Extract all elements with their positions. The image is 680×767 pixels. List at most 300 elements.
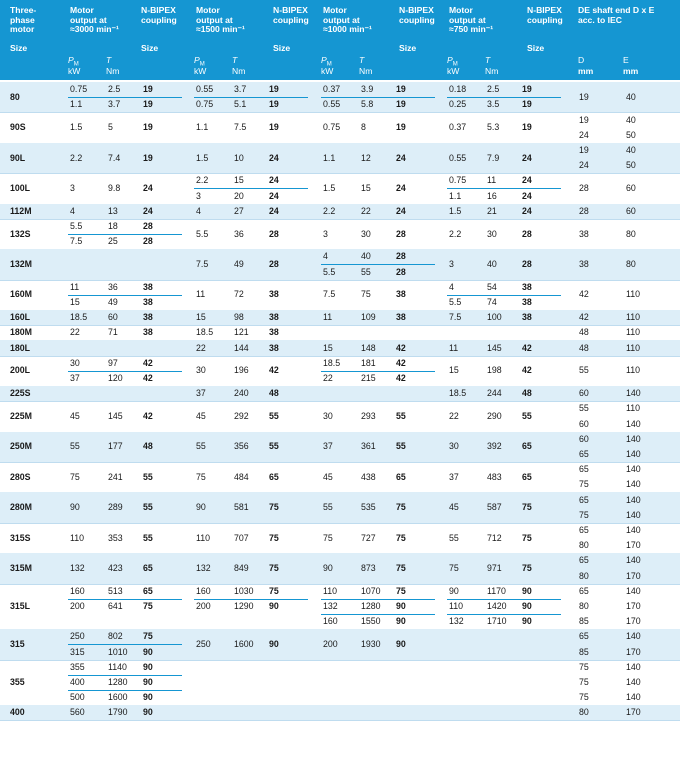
header-kw-3: kW (321, 66, 334, 76)
coupling-size: 28 (522, 258, 532, 269)
header-nm-3: Nm (359, 66, 373, 76)
pm-value: 90 (323, 562, 333, 573)
torque-value: 290 (487, 410, 502, 421)
coupling-size: 90 (143, 707, 153, 718)
header-group-3-coupling: N-BIPEX coupling (399, 5, 435, 25)
pm-value: 11 (323, 312, 333, 323)
motor-size-250M: 250M (10, 441, 33, 452)
torque-value: 3.9 (361, 84, 374, 95)
pm-value: 22 (449, 410, 459, 421)
motor-size-200L: 200L (10, 365, 31, 376)
header-nm-1: Nm (106, 66, 120, 76)
pm-value: 90 (196, 502, 206, 513)
header-e-unit: mm (623, 66, 639, 76)
shaft-d-value: 48 (579, 327, 589, 338)
coupling-size: 65 (396, 471, 406, 482)
shaft-e-value: 170 (626, 616, 641, 627)
shaft-e-value: 60 (626, 205, 636, 216)
sub-row-divider (68, 371, 182, 372)
coupling-size: 24 (143, 182, 153, 193)
row-separator (0, 660, 680, 661)
coupling-size: 75 (269, 532, 279, 543)
header-pm-symbol: P (321, 55, 327, 65)
torque-value: 802 (108, 631, 123, 642)
header-motor-size: Size (10, 43, 28, 53)
motor-size-132M: 132M (10, 258, 33, 269)
torque-value: 1930 (361, 638, 381, 649)
pm-value: 18.5 (449, 388, 467, 399)
coupling-size: 75 (522, 502, 532, 513)
pm-value: 55 (196, 441, 206, 452)
pm-value: 250 (196, 638, 211, 649)
coupling-size: 38 (269, 327, 279, 338)
torque-value: 1280 (361, 600, 381, 611)
shaft-d-value: 19 (579, 114, 589, 125)
pm-value: 200 (70, 600, 85, 611)
motor-size-225M: 225M (10, 410, 33, 421)
shaft-d-value: 65 (579, 524, 589, 535)
header-d-unit: mm (578, 66, 594, 76)
pm-value: 30 (70, 357, 80, 368)
coupling-size: 55 (143, 502, 153, 513)
pm-value: 1.1 (70, 99, 83, 110)
header-coupling-size-1: Size (141, 43, 159, 53)
coupling-size: 75 (269, 562, 279, 573)
coupling-size: 55 (143, 471, 153, 482)
pm-value: 132 (449, 616, 464, 627)
row-separator (0, 720, 680, 721)
torque-value: 9.8 (108, 182, 121, 193)
pm-value: 3 (196, 190, 201, 201)
coupling-size: 90 (522, 600, 532, 611)
coupling-size: 19 (143, 99, 153, 110)
torque-value: 1070 (361, 585, 381, 596)
torque-value: 293 (361, 410, 376, 421)
pm-value: 1.5 (196, 152, 209, 163)
header-shaft-title: DE shaft end D x E acc. to IEC (578, 5, 655, 25)
coupling-size: 42 (269, 365, 279, 376)
torque-value: 641 (108, 600, 123, 611)
pm-value: 22 (70, 327, 80, 338)
header-coupling-size-4: Size (527, 43, 545, 53)
pm-value: 110 (70, 532, 85, 543)
sub-row-divider (194, 97, 308, 98)
pm-value: 30 (196, 365, 206, 376)
torque-value: 109 (361, 312, 376, 323)
torque-value: 148 (361, 342, 376, 353)
coupling-size: 90 (269, 638, 279, 649)
pm-value: 30 (323, 410, 333, 421)
torque-value: 1790 (108, 707, 128, 718)
header-coupling-size-2: Size (273, 43, 291, 53)
shaft-e-value: 40 (626, 91, 636, 102)
coupling-size: 90 (396, 616, 406, 627)
motor-size-315L: 315L (10, 600, 31, 611)
coupling-size: 90 (143, 661, 153, 672)
coupling-size: 48 (143, 441, 153, 452)
coupling-size: 38 (143, 327, 153, 338)
torque-value: 7.9 (487, 152, 500, 163)
pm-value: 0.75 (449, 175, 467, 186)
motor-size-80: 80 (10, 91, 20, 102)
shaft-d-value: 28 (579, 182, 589, 193)
pm-value: 3 (323, 228, 328, 239)
pm-value: 7.5 (70, 236, 83, 247)
pm-value: 7.5 (449, 312, 462, 323)
motor-size-112M: 112M (10, 205, 32, 216)
torque-value: 15 (361, 182, 371, 193)
pm-value: 55 (323, 502, 333, 513)
pm-value: 3 (449, 258, 454, 269)
coupling-size: 55 (269, 410, 279, 421)
sub-row-divider (194, 599, 308, 600)
shaft-e-value: 50 (626, 129, 636, 140)
pm-value: 4 (449, 281, 454, 292)
shaft-d-value: 65 (579, 448, 589, 459)
pm-value: 200 (323, 638, 338, 649)
coupling-size: 28 (269, 228, 279, 239)
motor-size-160M: 160M (10, 289, 33, 300)
header-group-1-title: Motor output at ≈3000 min⁻¹ (70, 5, 119, 35)
coupling-size: 19 (396, 122, 406, 133)
coupling-size: 75 (522, 532, 532, 543)
sub-row-divider (447, 614, 561, 615)
coupling-size: 55 (522, 410, 532, 421)
header-nm-2: Nm (232, 66, 246, 76)
coupling-size: 38 (396, 289, 406, 300)
shaft-e-value: 80 (626, 228, 636, 239)
shaft-d-value: 19 (579, 144, 589, 155)
row-separator (0, 523, 680, 524)
motor-size-180L: 180L (10, 342, 31, 353)
coupling-size: 28 (396, 251, 406, 262)
shaft-d-value: 28 (579, 205, 589, 216)
torque-value: 535 (361, 502, 376, 513)
shaft-d-value: 42 (579, 312, 589, 323)
row-separator (0, 219, 680, 220)
shaft-d-value: 65 (579, 494, 589, 505)
coupling-size: 75 (396, 562, 406, 573)
shaft-e-value: 140 (626, 479, 641, 490)
coupling-size: 19 (143, 84, 153, 95)
shaft-d-value: 75 (579, 479, 589, 490)
coupling-size: 38 (143, 296, 153, 307)
pm-value: 30 (449, 441, 459, 452)
header-t-1: T (106, 55, 112, 65)
row-background (0, 310, 680, 325)
coupling-size: 42 (396, 372, 406, 383)
pm-value: 0.55 (323, 99, 341, 110)
shaft-d-value: 55 (579, 403, 589, 414)
coupling-size: 19 (269, 84, 279, 95)
torque-value: 72 (234, 289, 244, 300)
pm-value: 75 (70, 471, 80, 482)
shaft-d-value: 65 (579, 631, 589, 642)
row-separator (0, 280, 680, 281)
coupling-size: 38 (522, 312, 532, 323)
pm-value: 5.5 (449, 296, 462, 307)
sub-row-divider (447, 97, 561, 98)
coupling-size: 75 (522, 562, 532, 573)
shaft-d-value: 55 (579, 365, 589, 376)
pm-value: 55 (449, 532, 459, 543)
pm-value: 75 (196, 471, 206, 482)
table-header (0, 0, 680, 80)
pm-value: 4 (323, 251, 328, 262)
torque-value: 1600 (108, 692, 128, 703)
row-background (0, 492, 680, 522)
motor-size-160L: 160L (10, 312, 31, 323)
shaft-e-value: 140 (626, 494, 641, 505)
coupling-size: 42 (143, 372, 153, 383)
torque-value: 3.5 (487, 99, 500, 110)
torque-value: 11 (487, 175, 497, 186)
coupling-size: 24 (269, 175, 279, 186)
torque-value: 21 (487, 205, 497, 216)
pm-value: 75 (449, 562, 459, 573)
pm-value: 15 (70, 296, 80, 307)
shaft-e-value: 60 (626, 182, 636, 193)
shaft-d-value: 80 (579, 570, 589, 581)
coupling-size: 90 (396, 600, 406, 611)
motor-size-400: 400 (10, 707, 25, 718)
torque-value: 438 (361, 471, 376, 482)
coupling-size: 55 (143, 532, 153, 543)
torque-value: 423 (108, 562, 123, 573)
torque-value: 8 (361, 122, 366, 133)
coupling-size: 55 (269, 441, 279, 452)
torque-value: 10 (234, 152, 244, 163)
pm-value: 110 (196, 532, 211, 543)
row-separator (0, 173, 680, 174)
pm-value: 0.75 (196, 99, 214, 110)
pm-value: 0.18 (449, 84, 467, 95)
shaft-d-value: 80 (579, 540, 589, 551)
coupling-size: 90 (143, 676, 153, 687)
pm-value: 15 (323, 342, 333, 353)
torque-value: 145 (108, 410, 123, 421)
header-group-4-coupling: N-BIPEX coupling (527, 5, 563, 25)
coupling-size: 75 (396, 585, 406, 596)
pm-value: 160 (70, 585, 85, 596)
coupling-size: 48 (522, 388, 532, 399)
header-group-1-coupling: N-BIPEX coupling (141, 5, 177, 25)
pm-value: 22 (196, 342, 206, 353)
sub-row-divider (68, 644, 182, 645)
torque-value: 971 (487, 562, 502, 573)
shaft-d-value: 75 (579, 692, 589, 703)
pm-value: 5.5 (70, 220, 83, 231)
shaft-e-value: 40 (626, 114, 636, 125)
torque-value: 181 (361, 357, 376, 368)
coupling-size: 19 (269, 122, 279, 133)
coupling-size: 38 (396, 312, 406, 323)
header-motor: Three- phase motor (10, 5, 37, 35)
header-t-3: T (359, 55, 365, 65)
pm-value: 55 (70, 441, 80, 452)
header-t-4: T (485, 55, 491, 65)
header-t-2: T (232, 55, 238, 65)
motor-size-355: 355 (10, 676, 25, 687)
torque-value: 18 (108, 220, 118, 231)
motor-size-280M: 280M (10, 502, 33, 513)
coupling-size: 24 (396, 152, 406, 163)
pm-value: 37 (323, 441, 333, 452)
header-d: D (578, 55, 585, 65)
shaft-e-value: 170 (626, 646, 641, 657)
pm-value: 400 (70, 676, 85, 687)
coupling-size: 90 (143, 692, 153, 703)
pm-value: 110 (449, 600, 464, 611)
torque-value: 22 (361, 205, 371, 216)
torque-value: 356 (234, 441, 249, 452)
torque-value: 30 (361, 228, 371, 239)
pm-value: 37 (70, 372, 80, 383)
shaft-d-value: 75 (579, 661, 589, 672)
pm-value: 15 (449, 365, 459, 376)
torque-value: 1420 (487, 600, 507, 611)
pm-value: 315 (70, 646, 85, 657)
torque-value: 145 (487, 342, 502, 353)
sub-row-divider (321, 371, 435, 372)
torque-value: 177 (108, 441, 123, 452)
torque-value: 849 (234, 562, 249, 573)
coupling-size: 65 (143, 585, 153, 596)
coupling-size: 28 (396, 266, 406, 277)
pm-value: 132 (70, 562, 85, 573)
shaft-e-value: 140 (626, 433, 641, 444)
torque-value: 1280 (108, 676, 128, 687)
header-pm-symbol: P (68, 55, 74, 65)
torque-value: 1140 (108, 661, 127, 672)
coupling-size: 28 (143, 220, 153, 231)
torque-value: 75 (361, 289, 371, 300)
torque-value: 7.5 (234, 122, 247, 133)
torque-value: 196 (234, 365, 249, 376)
torque-value: 3.7 (234, 84, 247, 95)
torque-value: 587 (487, 502, 502, 513)
sub-row-divider (321, 599, 435, 600)
torque-value: 198 (487, 365, 502, 376)
shaft-e-value: 170 (626, 600, 641, 611)
shaft-d-value: 85 (579, 646, 589, 657)
header-pm-subscript: M (326, 61, 332, 68)
shaft-d-value: 65 (579, 464, 589, 475)
row-background (0, 204, 680, 219)
shaft-d-value: 65 (579, 555, 589, 566)
motor-size-315S: 315S (10, 532, 31, 543)
sub-row-divider (321, 264, 435, 265)
torque-value: 25 (108, 236, 118, 247)
pm-value: 2.2 (449, 228, 462, 239)
shaft-e-value: 110 (626, 342, 641, 353)
shaft-e-value: 140 (626, 661, 641, 672)
sub-row-divider (68, 295, 182, 296)
torque-value: 7.4 (108, 152, 121, 163)
shaft-e-value: 170 (626, 570, 641, 581)
sub-row-divider (68, 234, 182, 235)
sub-row-divider (447, 295, 561, 296)
motor-size-315M: 315M (10, 562, 33, 573)
motor-size-225S: 225S (10, 388, 31, 399)
pm-value: 1.5 (70, 122, 83, 133)
shaft-e-value: 110 (626, 403, 641, 414)
torque-value: 30 (487, 228, 497, 239)
torque-value: 707 (234, 532, 249, 543)
shaft-e-value: 140 (626, 509, 641, 520)
torque-value: 36 (234, 228, 244, 239)
motor-size-90S: 90S (10, 122, 26, 133)
pm-value: 0.55 (196, 84, 214, 95)
pm-value: 2.2 (196, 175, 209, 186)
torque-value: 244 (487, 388, 502, 399)
torque-value: 74 (487, 296, 497, 307)
pm-value: 37 (196, 388, 206, 399)
coupling-size: 38 (522, 296, 532, 307)
coupling-size: 42 (143, 410, 153, 421)
header-kw-4: kW (447, 66, 460, 76)
torque-value: 1010 (108, 646, 128, 657)
pm-value: 1.5 (323, 182, 336, 193)
shaft-d-value: 48 (579, 342, 589, 353)
pm-value: 1.5 (449, 205, 462, 216)
pm-value: 0.37 (449, 122, 467, 133)
torque-value: 353 (108, 532, 123, 543)
coupling-size: 19 (396, 84, 406, 95)
header-pm-symbol: P (447, 55, 453, 65)
torque-value: 98 (234, 312, 244, 323)
torque-value: 361 (361, 441, 376, 452)
pm-value: 45 (196, 410, 206, 421)
header-pm-subscript: M (199, 61, 205, 68)
coupling-size: 28 (269, 258, 279, 269)
row-separator (0, 356, 680, 357)
torque-value: 100 (487, 312, 502, 323)
torque-value: 121 (234, 327, 249, 338)
pm-value: 355 (70, 661, 85, 672)
torque-value: 20 (234, 190, 244, 201)
shaft-e-value: 140 (626, 555, 641, 566)
pm-value: 15 (196, 312, 206, 323)
pm-value: 200 (196, 600, 211, 611)
torque-value: 49 (234, 258, 244, 269)
row-background (0, 432, 680, 462)
row-background (0, 386, 680, 401)
coupling-size: 24 (522, 175, 532, 186)
pm-value: 1.1 (196, 122, 209, 133)
row-separator (0, 401, 680, 402)
torque-value: 144 (234, 342, 249, 353)
torque-value: 727 (361, 532, 376, 543)
pm-value: 5.5 (323, 266, 336, 277)
row-separator (0, 112, 680, 113)
coupling-size: 24 (269, 190, 279, 201)
torque-value: 71 (108, 327, 118, 338)
shaft-e-value: 110 (626, 289, 641, 300)
row-background (0, 340, 680, 355)
sub-row-divider (447, 599, 561, 600)
pm-value: 1.1 (323, 152, 336, 163)
coupling-size: 19 (143, 152, 153, 163)
shaft-d-value: 24 (579, 129, 589, 140)
pm-value: 0.75 (70, 84, 88, 95)
pm-value: 250 (70, 631, 85, 642)
shaft-d-value: 80 (579, 707, 589, 718)
shaft-d-value: 65 (579, 585, 589, 596)
pm-value: 18.5 (196, 327, 214, 338)
coupling-size: 24 (522, 152, 532, 163)
coupling-size: 42 (396, 342, 406, 353)
